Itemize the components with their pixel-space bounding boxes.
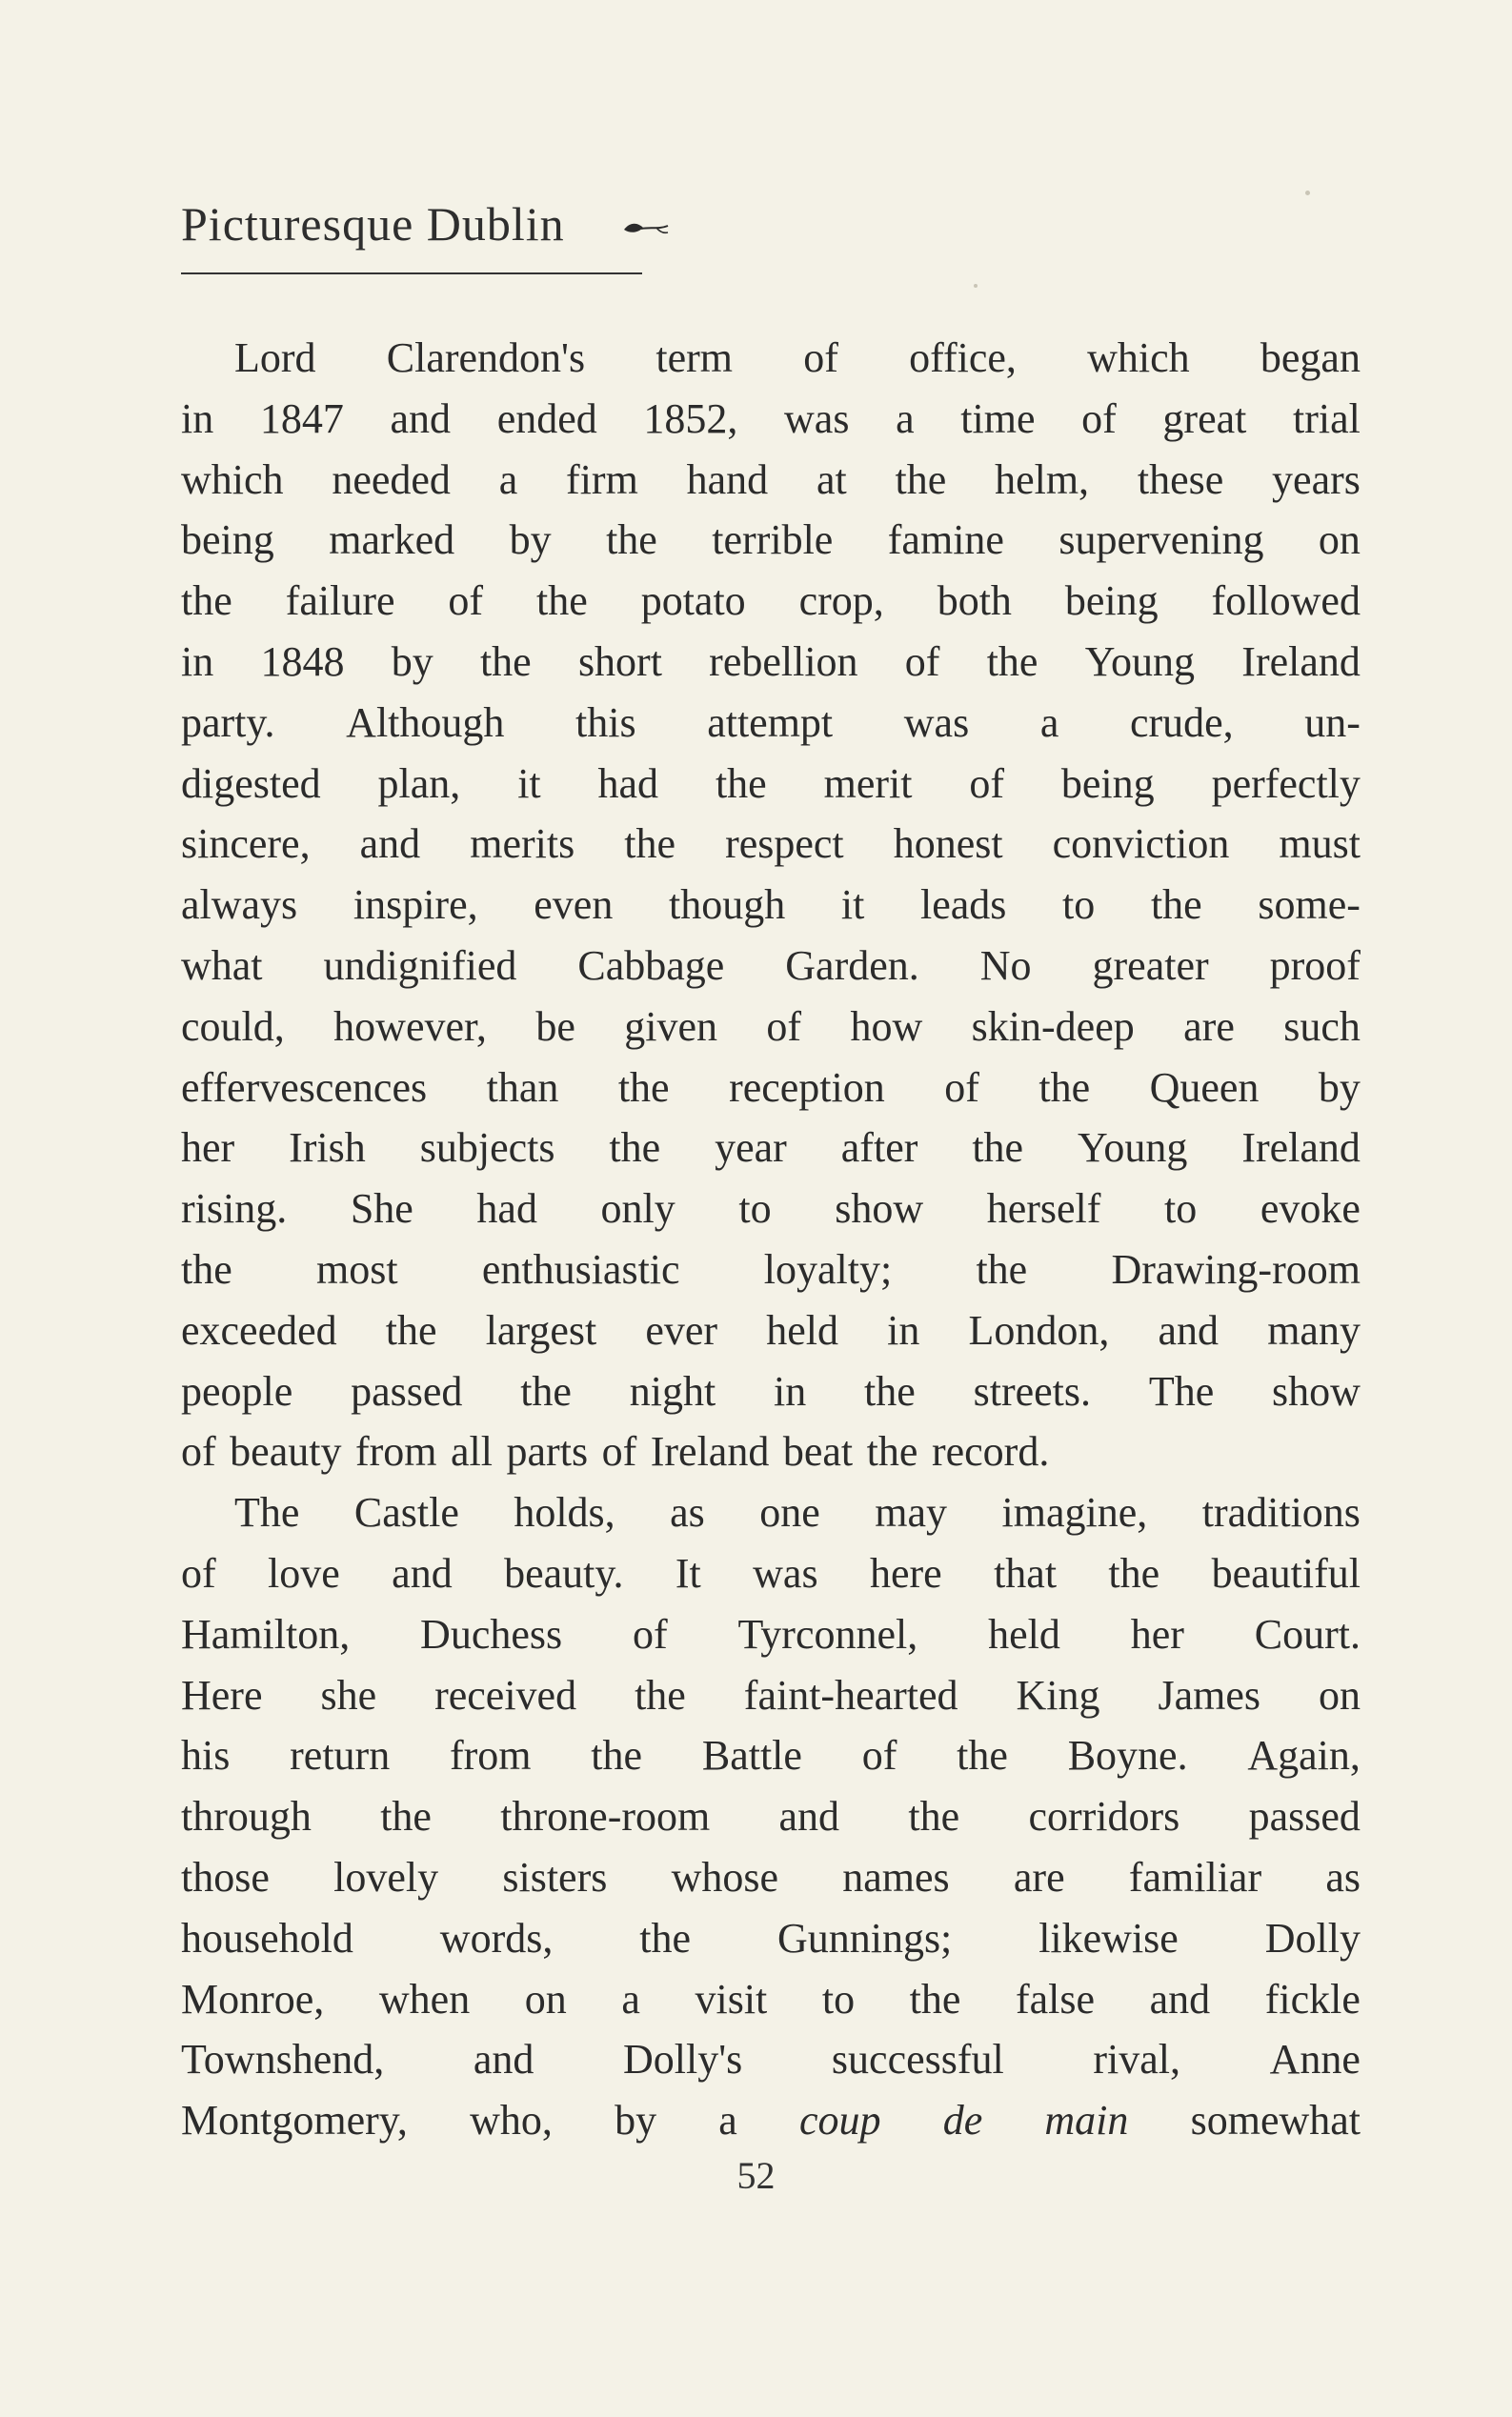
word: Garden.	[785, 941, 919, 989]
text-line	[181, 1543, 1361, 1604]
paper-speck	[1305, 191, 1310, 195]
word: must	[1279, 820, 1361, 868]
word: passed	[1248, 1793, 1361, 1841]
word: No	[979, 941, 1032, 989]
word: beat	[782, 1428, 854, 1476]
word: all	[451, 1428, 494, 1476]
word: by	[1318, 1063, 1361, 1111]
word: great	[1162, 394, 1247, 442]
word: terrible	[712, 516, 834, 564]
word: firm	[566, 455, 638, 503]
text-line	[181, 1604, 1361, 1665]
word: and	[390, 394, 452, 442]
word: show	[1272, 1367, 1361, 1415]
word: of	[766, 1002, 802, 1050]
word: Again,	[1247, 1732, 1361, 1780]
word: rising.	[181, 1185, 288, 1233]
word: reception	[729, 1063, 885, 1111]
word: Young	[1078, 1124, 1188, 1172]
word: needed	[332, 455, 451, 503]
word: had	[476, 1185, 537, 1233]
word: to	[738, 1185, 772, 1233]
word: was	[753, 1549, 818, 1597]
word: ended	[496, 394, 597, 442]
word: the	[380, 1793, 432, 1841]
word: and	[359, 820, 421, 868]
word: likewise	[1038, 1914, 1179, 1962]
text-line	[181, 1178, 1361, 1239]
word: of	[969, 759, 1005, 807]
word: than	[486, 1063, 559, 1111]
word: inspire,	[353, 881, 478, 929]
word: un-	[1304, 698, 1361, 746]
word: to	[1062, 881, 1096, 929]
text-line	[181, 2090, 1361, 2151]
text-line	[181, 936, 1361, 997]
word: helm,	[995, 455, 1090, 503]
word: Ireland	[1241, 1124, 1361, 1172]
word: 1848	[260, 637, 345, 685]
word: as	[1325, 1853, 1361, 1901]
word: and	[1158, 1306, 1220, 1354]
word: the	[606, 516, 657, 564]
word: faint-hearted	[743, 1671, 958, 1719]
word: corridors	[1028, 1793, 1180, 1841]
word: Monroe,	[181, 1975, 325, 2023]
word: of	[181, 1428, 216, 1476]
word: traditions	[1201, 1489, 1361, 1537]
word: Anne	[1269, 2036, 1361, 2084]
word: Tyrconnel,	[737, 1610, 918, 1658]
word: respect	[725, 820, 844, 868]
word: to	[821, 1975, 856, 2023]
text-line	[181, 1665, 1361, 1726]
word: of	[632, 1610, 668, 1658]
word: sincere,	[181, 820, 311, 868]
word: it	[840, 881, 865, 929]
text-line	[181, 1847, 1361, 1908]
word: when	[378, 1975, 471, 2023]
word: people	[181, 1367, 293, 1415]
word: being	[1060, 759, 1155, 807]
word: short	[577, 637, 662, 685]
word: merits	[470, 820, 575, 868]
word: on	[1318, 516, 1361, 564]
word: streets.	[973, 1367, 1092, 1415]
word: which	[181, 455, 284, 503]
word: and	[1149, 1975, 1211, 2023]
word: received	[434, 1671, 577, 1719]
word: plan,	[377, 759, 461, 807]
word: holds,	[514, 1489, 615, 1537]
word: potato	[640, 577, 746, 625]
word: throne-room	[500, 1793, 711, 1841]
word: being	[181, 516, 274, 564]
word: fickle	[1264, 1975, 1361, 2023]
word: a	[1039, 698, 1059, 746]
word: hand	[686, 455, 769, 503]
word: loyalty;	[763, 1245, 893, 1293]
word: of	[448, 577, 484, 625]
word: the	[972, 1124, 1024, 1172]
word: leads	[919, 881, 1007, 929]
word: the	[536, 577, 588, 625]
word: the	[1108, 1549, 1160, 1597]
word: the	[957, 1732, 1008, 1780]
word: Gunnings;	[776, 1914, 953, 1962]
text-line	[181, 1421, 1361, 1482]
word: digested	[181, 759, 321, 807]
word: party.	[181, 698, 275, 746]
word: as	[670, 1489, 705, 1537]
word: at	[816, 455, 847, 503]
word: Ireland	[650, 1428, 770, 1476]
word: even	[534, 881, 614, 929]
word: here	[869, 1549, 942, 1597]
word: though	[668, 881, 786, 929]
word: Young	[1084, 637, 1196, 685]
word: return	[290, 1732, 391, 1780]
text-line	[181, 1118, 1361, 1178]
word: conviction	[1052, 820, 1230, 868]
text-line	[181, 1239, 1361, 1300]
word: are	[1013, 1853, 1065, 1901]
text-line	[181, 632, 1361, 693]
word: show	[835, 1185, 924, 1233]
word: effervescences	[181, 1063, 428, 1111]
word: crop,	[798, 577, 884, 625]
text-line	[181, 1057, 1361, 1118]
word: It	[675, 1549, 701, 1597]
word: of	[1081, 394, 1117, 442]
word: words,	[439, 1914, 554, 1962]
word: Cabbage	[577, 941, 725, 989]
word: held	[766, 1306, 838, 1354]
word: in	[181, 394, 214, 442]
word: was	[784, 394, 850, 442]
word: to	[1164, 1185, 1198, 1233]
word: James	[1158, 1671, 1261, 1719]
word: the	[479, 637, 532, 685]
word: Court.	[1254, 1610, 1361, 1658]
word: night	[629, 1367, 716, 1415]
word: the	[866, 1428, 918, 1476]
word: merit	[823, 759, 913, 807]
word: successful	[831, 2036, 1004, 2084]
text-line	[181, 2029, 1361, 2090]
word: false	[1016, 1975, 1096, 2023]
word: these	[1137, 455, 1224, 503]
word: time	[960, 394, 1036, 442]
word: attempt	[707, 698, 834, 746]
word: in	[774, 1367, 807, 1415]
word: She	[350, 1185, 413, 1233]
word: sisters	[502, 1853, 608, 1901]
word: Ireland	[1241, 637, 1361, 685]
word: from	[354, 1428, 437, 1476]
word: the	[976, 1245, 1028, 1293]
word: proof	[1269, 941, 1361, 989]
word: the	[617, 1063, 670, 1111]
word: the	[908, 1793, 960, 1841]
word: term	[655, 334, 733, 381]
word: the	[591, 1732, 643, 1780]
word: imagine,	[1001, 1489, 1148, 1537]
word: beauty.	[504, 1549, 624, 1597]
word: both	[937, 577, 1012, 625]
word: Boyne.	[1067, 1732, 1188, 1780]
word: 1852,	[643, 394, 738, 442]
word: the	[624, 820, 676, 868]
word: it	[517, 759, 541, 807]
word: largest	[485, 1306, 597, 1354]
word: exceeded	[181, 1306, 337, 1354]
word: most	[316, 1245, 398, 1293]
text-line	[181, 450, 1361, 511]
word: supervening	[1058, 516, 1264, 564]
word: always	[181, 881, 298, 929]
running-head	[181, 196, 670, 252]
word: in	[887, 1306, 920, 1354]
word: being	[1064, 577, 1159, 625]
word: and	[392, 1549, 453, 1597]
word: by	[509, 516, 552, 564]
text-line	[181, 875, 1361, 936]
word: de	[942, 2097, 983, 2145]
text-line	[181, 328, 1361, 389]
page-number: 52	[736, 2154, 776, 2197]
word: from	[449, 1732, 532, 1780]
text-line	[181, 1969, 1361, 2030]
word: undignified	[323, 941, 517, 989]
word: Irish	[289, 1124, 366, 1172]
text-line	[181, 389, 1361, 450]
text-line	[181, 1725, 1361, 1786]
word: the	[1150, 881, 1202, 929]
word: the	[609, 1124, 661, 1172]
word: the	[520, 1367, 572, 1415]
text-line	[181, 693, 1361, 754]
word: was	[903, 698, 970, 746]
body-text	[181, 328, 1361, 2151]
word: the	[385, 1306, 437, 1354]
word: crude,	[1129, 698, 1234, 746]
running-head-title: Picturesque Dublin	[181, 197, 565, 251]
word: perfectly	[1211, 759, 1361, 807]
word: her	[1130, 1610, 1184, 1658]
word: trial	[1293, 394, 1361, 442]
word: Drawing-room	[1111, 1245, 1361, 1293]
word: failure	[285, 577, 395, 625]
word: coup	[798, 2097, 881, 2145]
word: Although	[346, 698, 505, 746]
word: this	[575, 698, 636, 746]
word: rival,	[1093, 2036, 1181, 2084]
word: given	[624, 1002, 718, 1050]
word: through	[181, 1793, 312, 1841]
word: had	[597, 759, 659, 807]
word: could,	[181, 1002, 285, 1050]
word: his	[181, 1732, 231, 1780]
word: Montgomery,	[181, 2097, 408, 2145]
word: of	[944, 1063, 979, 1111]
word: Castle	[353, 1489, 459, 1537]
word: of	[803, 334, 838, 381]
word: marked	[329, 516, 455, 564]
text-line	[181, 1908, 1361, 1969]
header-rule	[181, 272, 642, 274]
word: the	[635, 1671, 686, 1719]
word: household	[181, 1914, 353, 1962]
word: skin-deep	[971, 1002, 1135, 1050]
text-line	[181, 997, 1361, 1057]
word: Duchess	[420, 1610, 563, 1658]
word: visit	[695, 1975, 768, 2023]
word: the	[909, 1975, 961, 2023]
text-line	[181, 1482, 1361, 1543]
word: the	[181, 577, 232, 625]
word: Queen	[1149, 1063, 1260, 1111]
word: on	[1318, 1671, 1361, 1719]
word: Lord	[234, 334, 316, 381]
word: in	[181, 637, 214, 685]
word: a	[498, 455, 518, 503]
word: record.	[931, 1428, 1050, 1476]
word: the	[864, 1367, 916, 1415]
text-line	[181, 510, 1361, 571]
text-line	[181, 1361, 1361, 1422]
text-line	[181, 1786, 1361, 1847]
word: began	[1260, 334, 1361, 381]
word: some-	[1258, 881, 1361, 929]
word: she	[320, 1671, 377, 1719]
word: beautiful	[1211, 1549, 1361, 1597]
word: somewhat	[1190, 2097, 1361, 2145]
word: love	[268, 1549, 340, 1597]
text-line	[181, 1300, 1361, 1361]
word: enthusiastic	[481, 1245, 680, 1293]
word: many	[1267, 1306, 1361, 1354]
word: however,	[333, 1002, 487, 1050]
word: of	[904, 637, 940, 685]
word: passed	[351, 1367, 463, 1415]
word: are	[1183, 1002, 1235, 1050]
word: of	[181, 1549, 216, 1597]
word: herself	[986, 1185, 1101, 1233]
word: after	[840, 1124, 918, 1172]
word: held	[988, 1610, 1060, 1658]
word: The	[234, 1489, 300, 1537]
word: King	[1016, 1671, 1100, 1719]
word: by	[615, 2097, 657, 2145]
word: one	[759, 1489, 820, 1537]
word: 1847	[259, 394, 344, 442]
word: followed	[1211, 577, 1361, 625]
word: main	[1044, 2097, 1129, 2145]
text-line	[181, 814, 1361, 875]
word: a	[621, 1975, 640, 2023]
word: Townshend,	[181, 2036, 385, 2084]
word: the	[1038, 1063, 1091, 1111]
word: only	[600, 1185, 675, 1233]
word: that	[994, 1549, 1058, 1597]
word: Here	[181, 1671, 263, 1719]
word: Hamilton,	[181, 1610, 351, 1658]
word: how	[850, 1002, 923, 1050]
word: famine	[887, 516, 1004, 564]
word: Dolly's	[623, 2036, 743, 2084]
word: London,	[968, 1306, 1110, 1354]
word: those	[181, 1853, 270, 1901]
word: by	[391, 637, 433, 685]
word: whose	[671, 1853, 779, 1901]
word: Battle	[701, 1732, 802, 1780]
word: of	[601, 1428, 637, 1476]
word: honest	[893, 820, 1003, 868]
word: names	[842, 1853, 950, 1901]
word: what	[181, 941, 263, 989]
word: which	[1087, 334, 1190, 381]
word: the	[895, 455, 947, 503]
word: years	[1272, 455, 1361, 503]
word: who,	[470, 2097, 553, 2145]
word: the	[986, 637, 1038, 685]
text-line	[181, 571, 1361, 632]
word: year	[715, 1124, 787, 1172]
word: and	[473, 2036, 534, 2084]
word: such	[1283, 1002, 1361, 1050]
word: the	[639, 1914, 692, 1962]
word: on	[524, 1975, 567, 2023]
word: rebellion	[709, 637, 858, 685]
word: beauty	[230, 1428, 342, 1476]
word: Dolly	[1264, 1914, 1361, 1962]
word: the	[715, 759, 767, 807]
text-line	[181, 754, 1361, 815]
word: Clarendon's	[386, 334, 586, 381]
word: a	[896, 394, 915, 442]
word: her	[181, 1124, 235, 1172]
leaf-ornament-icon	[622, 218, 670, 239]
word: be	[535, 1002, 575, 1050]
word: may	[875, 1489, 948, 1537]
word: office,	[909, 334, 1017, 381]
word: subjects	[419, 1124, 555, 1172]
word: and	[778, 1793, 840, 1841]
word: familiar	[1128, 1853, 1262, 1901]
word: a	[718, 2097, 737, 2145]
word: ever	[645, 1306, 718, 1354]
word: parts	[506, 1428, 589, 1476]
word: evoke	[1260, 1185, 1361, 1233]
word: the	[181, 1245, 232, 1293]
word: of	[861, 1732, 897, 1780]
paper-speck	[974, 284, 978, 288]
word: The	[1148, 1367, 1215, 1415]
word: greater	[1092, 941, 1209, 989]
word: lovely	[333, 1853, 439, 1901]
